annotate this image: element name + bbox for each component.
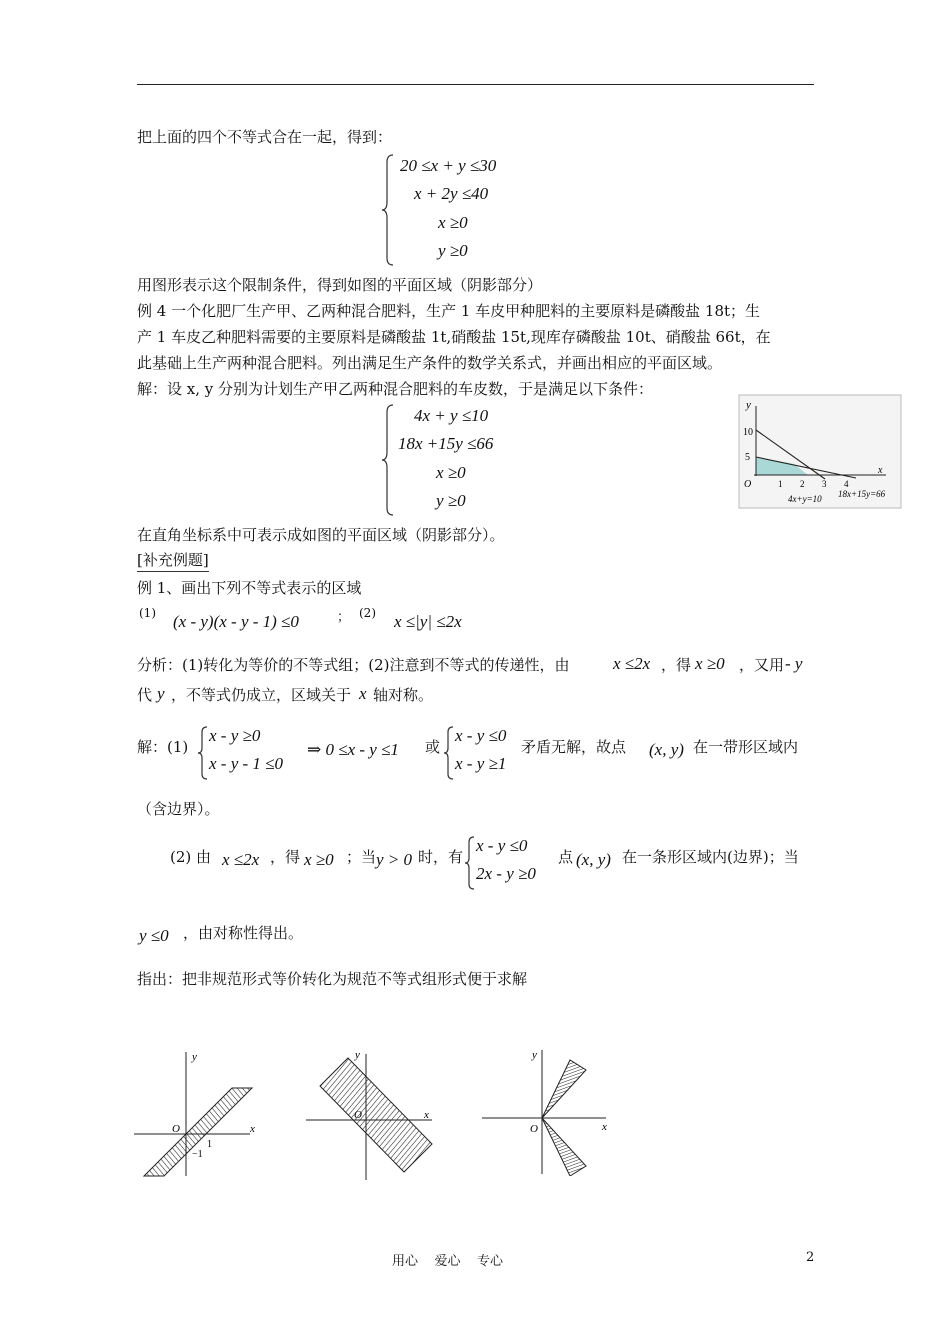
sys1-line-3: x ≥0: [438, 213, 468, 232]
analysis-text-6: 轴对称。: [373, 686, 434, 704]
solution-2: [170, 836, 820, 896]
x-tick-4: 4: [844, 479, 849, 489]
solution2-text-1: ，得: [270, 848, 301, 866]
solution2-text-4: 点: [558, 848, 574, 866]
solution2-text-6: ，由对称性得出。: [183, 924, 304, 942]
line1-label: 4x+y=10: [788, 494, 822, 504]
solution2-math-4: y ≤0: [139, 926, 169, 945]
brace-2: [380, 404, 396, 516]
ex1-expressions: [137, 608, 617, 638]
origin-a: O: [172, 1123, 180, 1135]
analysis-math-2: x ≥0: [695, 654, 725, 673]
y-tick-10: 10: [743, 427, 753, 438]
solution1-brace-a: [197, 726, 209, 780]
analysis-math-4: y: [157, 684, 165, 703]
solution2-prefix: (2) 由: [170, 848, 212, 866]
analysis: [137, 652, 817, 712]
wedge-region-lower: [542, 1118, 586, 1176]
page-number: 2: [806, 1250, 815, 1265]
intro-text: 把上面的四个不等式合在一起，得到：: [137, 128, 393, 146]
y-tick-5: 5: [745, 452, 750, 463]
band-region-a: [144, 1088, 252, 1176]
footer-text: 用心 爱心 专心: [392, 1254, 504, 1269]
solution1-text-1: 矛盾无解，故点: [521, 738, 627, 756]
band-region-b: [320, 1058, 432, 1172]
solution2-text-5: 在一条形区域内(边界)；当: [622, 848, 799, 866]
tick-1-a: 1: [207, 1139, 212, 1150]
solution1-brace-b: [443, 726, 455, 780]
origin-c: O: [530, 1123, 538, 1135]
ex1-sep: ；: [337, 610, 351, 625]
sys2-line-4: y ≥0: [436, 491, 466, 510]
x-label-b: x: [424, 1109, 429, 1121]
wedge-region-upper: [542, 1060, 586, 1118]
analysis-text-1: 分析：(1)转化为等价的不等式组；(2)注意到不等式的传递性，由: [137, 656, 570, 674]
ex1-title: 例 1、画出下列不等式表示的区域: [137, 579, 362, 597]
origin-label: O: [744, 479, 752, 490]
sys2-line-1: 4x + y ≤10: [414, 406, 489, 425]
solution1-or: 或: [425, 738, 441, 756]
solution2-text-2: ；当: [346, 848, 377, 866]
solution2-line-2: [137, 920, 537, 950]
fig-desc-1: 用图形表示这个限制条件，得到如图的平面区域（阴影部分）: [137, 276, 543, 294]
sys2-line-2: 18x +15y ≤66: [398, 434, 494, 453]
solution2-sys-2: 2x - y ≥0: [476, 864, 536, 883]
analysis-text-2: ，得: [661, 656, 692, 674]
analysis-text-4: 代: [137, 686, 153, 704]
solution2-math-1: x ≤2x: [222, 850, 260, 869]
sys1-line-2: x + 2y ≤40: [414, 184, 489, 203]
solution-1: [137, 724, 817, 784]
origin-b: O: [354, 1109, 362, 1121]
solution1-prefix: 解：(1): [137, 738, 189, 756]
solution1-sys-b-1: x - y ≤0: [455, 726, 507, 745]
analysis-math-5: x: [359, 684, 367, 703]
solution1-continuation: （含边界）。: [137, 800, 220, 818]
sys1-line-4: y ≥0: [438, 241, 468, 260]
solution2-sys-1: x - y ≤0: [476, 836, 528, 855]
note-text: 指出：把非规范形式等价转化为规范不等式组形式便于求解: [137, 970, 528, 988]
fig-desc-2: 在直角坐标系中可表示成如图的平面区域（阴影部分）。: [137, 526, 505, 544]
sys2-line-3: x ≥0: [436, 463, 466, 482]
figure-c: [478, 1046, 618, 1176]
solution1-sys-b-2: x - y ≥1: [455, 754, 507, 773]
brace-1: [380, 154, 396, 266]
example4-line-2: 产 1 车皮乙种肥料需要的主要原料是磷酸盐 1t,硝酸盐 15t,现库存磷酸盐 10t、硝酸盐 66t，在: [137, 328, 771, 346]
analysis-text-5: ，不等式仍成立，区域关于: [171, 686, 352, 704]
y-label-b: y: [355, 1049, 360, 1061]
figure-b: [300, 1048, 440, 1183]
solution1-text-2: 在一带形区域内: [693, 738, 799, 756]
example4-line-3: 此基础上生产两种混合肥料。列出满足生产条件的数学关系式，并画出相应的平面区域。: [137, 354, 723, 372]
tick-neg1-a: −1: [192, 1149, 203, 1160]
solution2-math-2: x ≥0: [304, 850, 334, 869]
x-label-a: x: [250, 1123, 255, 1135]
solution1-sys-a-2: x - y - 1 ≤0: [209, 754, 283, 773]
y-label-a: y: [192, 1051, 197, 1063]
ex1-num-1: (1): [139, 606, 156, 620]
example4-line-1: 例 4 一个化肥厂生产甲、乙两种混合肥料，生产 1 车皮甲种肥料的主要原料是磷酸盐 18t；生: [137, 302, 761, 320]
region-graph-example4: [738, 394, 903, 510]
figure-a: [130, 1048, 270, 1178]
x-tick-2: 2: [800, 479, 805, 489]
supplement-title: [补充例题]: [137, 549, 209, 572]
ex1-expr-2: x ≤|y| ≤2x: [394, 612, 462, 631]
y-axis-label: y: [746, 399, 751, 411]
x-label-c: x: [602, 1121, 607, 1133]
x-tick-1: 1: [778, 479, 783, 489]
solution2-point: (x, y): [576, 850, 611, 869]
x-tick-3: 3: [822, 479, 827, 489]
x-axis-label: x: [878, 465, 883, 476]
analysis-math-1: x ≤2x: [613, 654, 651, 673]
solution1-sys-a-1: x - y ≥0: [209, 726, 261, 745]
solution2-text-3: 时，有: [418, 848, 464, 866]
inequality-system-2: [380, 400, 580, 520]
solution1-point: (x, y): [649, 740, 684, 759]
solution2-brace: [464, 836, 476, 890]
analysis-text-3: ，又用: [739, 656, 785, 674]
solution2-math-3: y > 0: [376, 850, 413, 869]
ex1-expr-1: (x - y)(x - y - 1) ≤0: [173, 612, 299, 631]
line2-label: 18x+15y=66: [838, 489, 886, 499]
analysis-math-3: - y: [785, 654, 803, 673]
example4-solution-intro: 解：设 x, y 分别为计划生产甲乙两种混合肥料的车皮数，于是满足以下条件：: [137, 380, 654, 398]
solution1-implies: ⇒ 0 ≤x - y ≤1: [307, 740, 399, 759]
header-rule: [137, 84, 814, 85]
ex1-num-2: (2): [359, 606, 376, 620]
sys1-line-1: 20 ≤x + y ≤30: [400, 156, 497, 175]
y-label-c: y: [532, 1049, 537, 1061]
inequality-system-1: [380, 150, 580, 270]
